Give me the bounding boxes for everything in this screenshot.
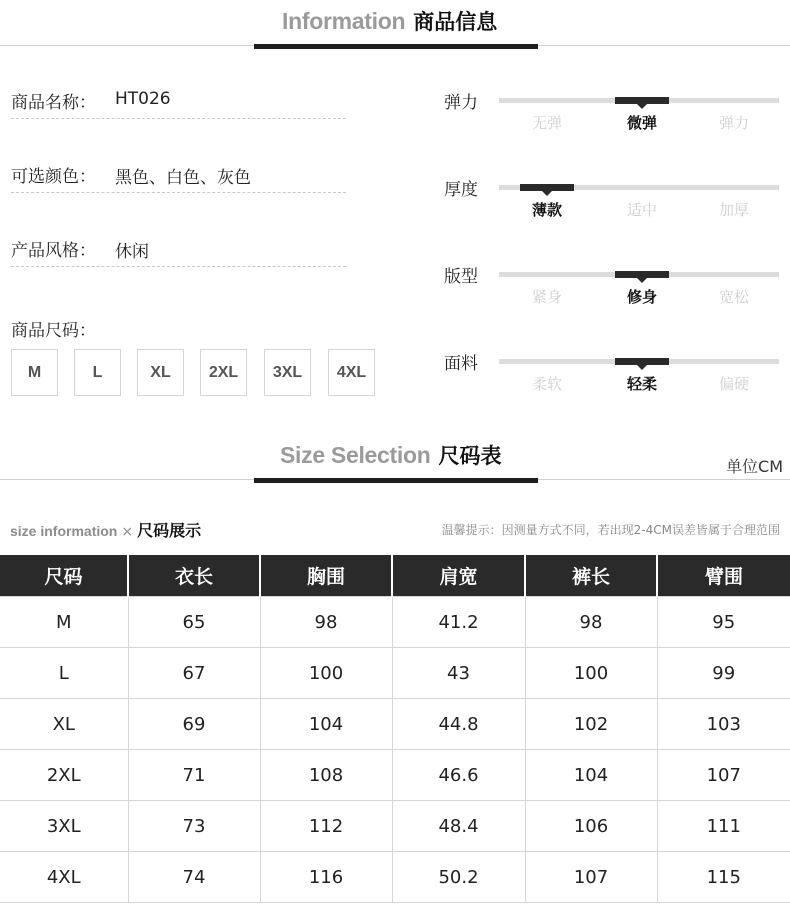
scale-option: 柔软 <box>531 375 562 393</box>
scale-option: 修身 <box>626 288 657 306</box>
table-cell: 108 <box>260 750 392 801</box>
field-value: 休闲 <box>115 242 149 262</box>
scale-track <box>499 98 779 103</box>
size-info-separator: × <box>121 524 134 540</box>
size-option-xl: XL <box>137 349 184 396</box>
col-header-chest: 胸围 <box>260 555 392 597</box>
scale-option: 无弹 <box>531 114 562 132</box>
table-cell: 74 <box>128 852 260 903</box>
table-cell: 41.2 <box>392 597 525 648</box>
scale-option: 弹力 <box>718 114 749 132</box>
table-cell: 106 <box>525 801 657 852</box>
table-cell: 4XL <box>0 852 128 903</box>
size-table-header-row <box>0 555 790 597</box>
table-cell: 71 <box>128 750 260 801</box>
scale-option: 微弹 <box>626 114 657 132</box>
table-cell: 69 <box>128 699 260 750</box>
table-row <box>0 648 790 699</box>
size-header-title <box>280 440 501 470</box>
table-row <box>0 852 790 903</box>
field-colors <box>11 162 346 193</box>
table-cell: XL <box>0 699 128 750</box>
measurement-tip: 温馨提示：因测量方式不同，若出现2-4CM误差皆属于合理范围 <box>441 523 780 537</box>
field-style <box>11 236 346 267</box>
table-cell: 99 <box>657 648 790 699</box>
scale-indicator <box>615 97 669 104</box>
scale-indicator <box>615 271 669 278</box>
table-cell: 112 <box>260 801 392 852</box>
field-label: 可选颜色： <box>11 167 96 187</box>
scale-track <box>499 272 779 277</box>
table-cell: 48.4 <box>392 801 525 852</box>
table-cell: 46.6 <box>392 750 525 801</box>
size-option-2xl: 2XL <box>200 349 247 396</box>
scale-label: 面料 <box>444 354 478 374</box>
table-cell: 50.2 <box>392 852 525 903</box>
scale-label: 版型 <box>444 267 478 287</box>
scale-track <box>499 185 779 190</box>
size-options-label: 商品尺码： <box>11 321 96 341</box>
table-cell: 104 <box>260 699 392 750</box>
scale-option: 适中 <box>626 201 657 219</box>
scale-label: 厚度 <box>444 180 478 200</box>
table-cell: 65 <box>128 597 260 648</box>
field-value: HT026 <box>115 89 171 109</box>
info-header-en: Information <box>282 8 406 34</box>
info-header-cn: 商品信息 <box>413 10 498 34</box>
table-row <box>0 801 790 852</box>
table-cell: 3XL <box>0 801 128 852</box>
table-cell: 44.8 <box>392 699 525 750</box>
scale-track <box>499 359 779 364</box>
info-header-title <box>282 6 497 36</box>
scale-option: 轻柔 <box>626 375 657 393</box>
unit-label: 单位CM <box>726 457 783 476</box>
scale-option: 偏硬 <box>718 375 749 393</box>
table-cell: 104 <box>525 750 657 801</box>
table-cell: 100 <box>260 648 392 699</box>
table-row <box>0 597 790 648</box>
col-header-length: 衣长 <box>128 555 260 597</box>
size-option-3xl: 3XL <box>264 349 311 396</box>
size-info-heading <box>10 518 201 541</box>
table-cell: 107 <box>525 852 657 903</box>
table-cell: 98 <box>525 597 657 648</box>
table-cell: 2XL <box>0 750 128 801</box>
table-row <box>0 750 790 801</box>
size-header-cn: 尺码表 <box>438 444 502 468</box>
col-header-pants-length: 裤长 <box>525 555 657 597</box>
scale-option: 加厚 <box>718 201 749 219</box>
size-header-bar <box>254 478 538 483</box>
table-cell: 100 <box>525 648 657 699</box>
scale-indicator <box>520 184 574 191</box>
table-cell: 43 <box>392 648 525 699</box>
scale-label: 弹力 <box>444 93 478 113</box>
size-header-en: Size Selection <box>280 442 431 468</box>
col-header-arm: 臂围 <box>657 555 790 597</box>
table-cell: 67 <box>128 648 260 699</box>
table-cell: L <box>0 648 128 699</box>
table-cell: 115 <box>657 852 790 903</box>
table-row <box>0 699 790 750</box>
table-cell: 95 <box>657 597 790 648</box>
table-cell: 73 <box>128 801 260 852</box>
table-cell: 98 <box>260 597 392 648</box>
col-header-size: 尺码 <box>0 555 128 597</box>
table-cell: 103 <box>657 699 790 750</box>
table-cell: 111 <box>657 801 790 852</box>
scale-option: 紧身 <box>531 288 562 306</box>
field-product-name <box>11 88 346 119</box>
info-header-bar <box>254 44 538 49</box>
table-cell: 102 <box>525 699 657 750</box>
size-info-cn: 尺码展示 <box>137 521 202 540</box>
size-option-l: L <box>74 349 121 396</box>
table-cell: 107 <box>657 750 790 801</box>
table-cell: M <box>0 597 128 648</box>
size-table <box>0 555 790 903</box>
scale-option: 宽松 <box>718 288 749 306</box>
field-value: 黑色、白色、灰色 <box>115 168 251 188</box>
table-cell: 116 <box>260 852 392 903</box>
size-info-en: size information <box>10 523 118 539</box>
size-option-m: M <box>11 349 58 396</box>
scale-indicator <box>615 358 669 365</box>
size-option-4xl: 4XL <box>328 349 375 396</box>
scale-option: 薄款 <box>531 201 562 219</box>
col-header-shoulder: 肩宽 <box>392 555 525 597</box>
field-label: 商品名称： <box>11 93 96 113</box>
field-label: 产品风格： <box>11 241 96 261</box>
